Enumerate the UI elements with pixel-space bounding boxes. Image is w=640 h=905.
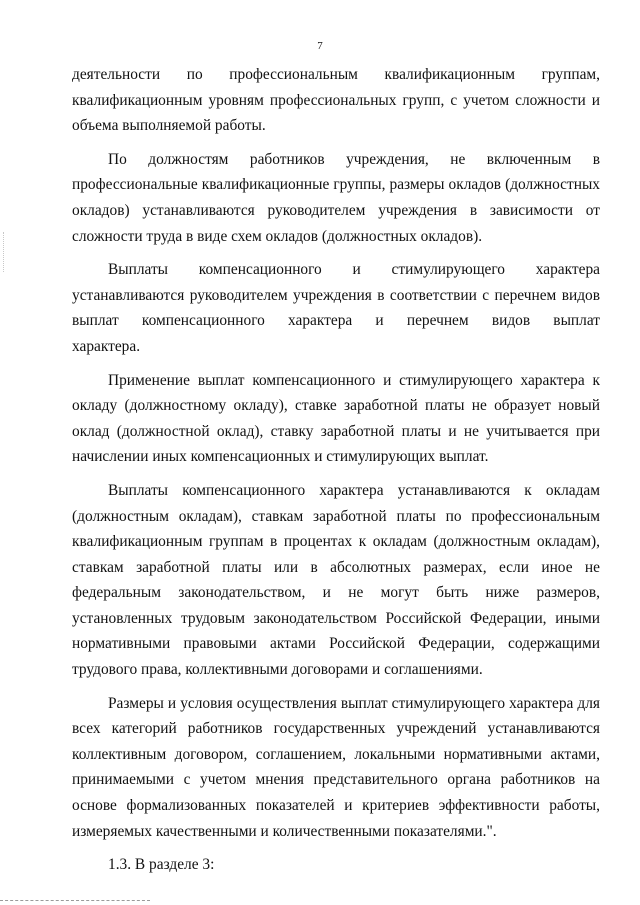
text-line: Применение выплат компенсационного и стимулирующего характера к — [108, 371, 600, 389]
text-line: ставкам заработной платы или в абсолютных размерах, если иное не — [72, 558, 600, 576]
paragraph-4 — [72, 368, 600, 470]
text-line: квалификационным уровням профессиональных групп, с учетом сложности и — [72, 91, 600, 109]
text-line: сложности труда в виде схем окладов (должностных окладов). — [72, 227, 483, 245]
text-line: выплат компенсационного характера и перечнем видов выплат — [72, 312, 600, 330]
text-line: (должностным окладам), ставкам заработной платы по профессиональным — [72, 507, 600, 525]
text-line: окладов) устанавливаются руководителем учреждения в зависимости от — [72, 201, 600, 219]
text-line: принимаемыми с учетом мнения представительного органа работников на — [72, 771, 600, 789]
paragraph-1 — [72, 62, 600, 139]
text-line: всех категорий работников государственных учреждений устанавливаются — [72, 720, 600, 738]
text-line: объема выполняемой работы. — [72, 117, 266, 135]
text-line: нормативными правовыми актами Российской Федерации, содержащими — [72, 635, 600, 653]
text-line: По должностям работников учреждения, не включенным в — [108, 150, 600, 168]
text-line: квалификационным группам в процентах к окладам (должностным окладам), — [72, 533, 600, 551]
text-line: установленных трудовым законодательством Российской Федерации, иными — [72, 609, 600, 627]
text-line: измеряемых качественными и количественными показателями.". — [72, 822, 497, 840]
text-line: профессиональные квалификационные группы, размеры окладов (должностных — [72, 176, 600, 194]
text-line: деятельности по профессиональным квалификационным группам, — [72, 66, 600, 83]
paragraph-6 — [72, 691, 600, 845]
text-line: окладу (должностному окладу), ставке заработной платы не образует новый — [72, 397, 600, 415]
paragraph-7 — [72, 852, 600, 878]
document-body — [72, 62, 600, 878]
text-line: Размеры и условия осуществления выплат стимулирующего характера для — [108, 694, 600, 712]
text-line: трудового права, коллективными договорами и соглашениями. — [72, 661, 483, 679]
paragraph-5 — [72, 478, 600, 683]
text-line: характера. — [72, 337, 141, 355]
text-line: основе формализованных показателей и критериев эффективности работы, — [72, 797, 600, 815]
section-heading: 1.3. В разделе 3: — [108, 856, 215, 874]
text-line: коллективным договором, соглашением, локальными нормативными актами, — [72, 745, 600, 763]
paragraph-3 — [72, 257, 600, 359]
text-line: Выплаты компенсационного характера устанавливаются к окладам — [108, 481, 600, 499]
scan-edge-rule — [0, 900, 150, 901]
text-line: федеральным законодательством, и не могут быть ниже размеров, — [72, 584, 600, 602]
text-line: начислении иных компенсационных и стимулирующих выплат. — [72, 448, 489, 466]
margin-scan-mark — [3, 232, 6, 272]
page-number: 7 — [317, 40, 323, 52]
text-line: Выплаты компенсационного и стимулирующего характера — [108, 261, 600, 279]
text-line: устанавливаются руководителем учреждения в соответствии с перечнем видов — [72, 286, 600, 304]
text-line: оклад (должностной оклад), ставку заработной платы и не учитывается при — [72, 422, 600, 440]
paragraph-2 — [72, 147, 600, 249]
